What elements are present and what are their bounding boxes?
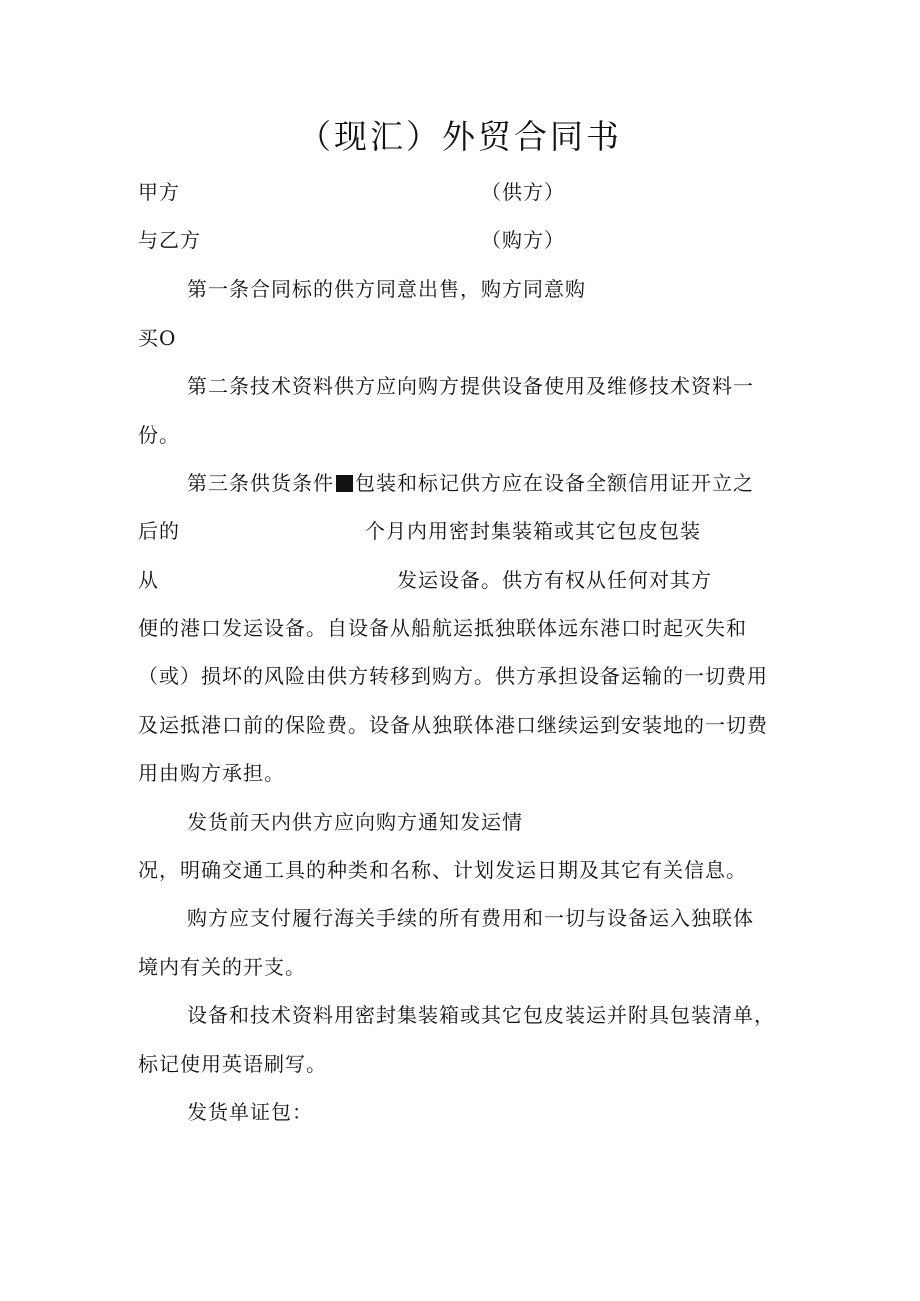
paragraph-5-line-2: 境内有关的开支。 [138,955,306,979]
article-2-line-2: 份。 [138,423,180,447]
article-1-line-2: 买O [138,326,177,350]
document-title: （现汇）外贸合同书 [298,117,622,156]
paragraph-7-line-1: 发货单证包： [187,1100,313,1124]
paragraph-6-line-1: 设备和技术资料用密封集装箱或其它包皮装运并附具包装清单， [187,1003,775,1027]
article-1-line-1: 第一条合同标的供方同意出售，购方同意购 [187,277,586,301]
article-3-line-1-post: 包装和标记供方应在设备全额信用证开立之 [355,471,754,495]
paragraph-5-line-1: 购方应支付履行海关手续的所有费用和一切与设备运入独联体 [187,906,754,930]
article-3-line-5: （或）损坏的风险由供方转移到购方。供方承担设备运输的一切费用 [138,664,768,688]
paragraph-4-line-1: 发货前天内供方应向购方通知发运情 [187,810,523,834]
filled-square-icon [336,475,353,492]
article-3-line-7: 用由购方承担。 [138,761,285,785]
article-3-line-1 [187,469,754,497]
article-3-line-2-left: 后的 [138,519,180,543]
article-3-line-4: 便的港口发运设备。自设备从船航运抵独联体远东港口时起灭失和 [138,616,747,640]
article-3-line-3-right: 发运设备。供方有权从任何对其方 [397,568,712,592]
party-a-role: （供方） [481,180,565,204]
party-b-label: 与乙方 [138,228,201,252]
article-2-line-1: 第二条技术资料供方应向购方提供设备使用及维修技术资料一 [187,374,754,398]
paragraph-6-line-2: 标记使用英语刷写。 [138,1052,327,1076]
party-b-role: （购方） [481,228,565,252]
article-3-line-2-right: 个月内用密封集装箱或其它包皮包装 [365,519,701,543]
paragraph-4-line-2: 况，明确交通工具的种类和名称、计划发运日期及其它有关信息。 [138,858,747,882]
article-3-line-1-pre: 第三条供货条件 [187,471,334,495]
article-3-line-6: 及运抵港口前的保险费。设备从独联体港口继续运到安装地的一切费 [138,713,768,737]
article-3-line-3-left: 从 [138,568,159,592]
party-a-label: 甲方 [138,180,180,204]
